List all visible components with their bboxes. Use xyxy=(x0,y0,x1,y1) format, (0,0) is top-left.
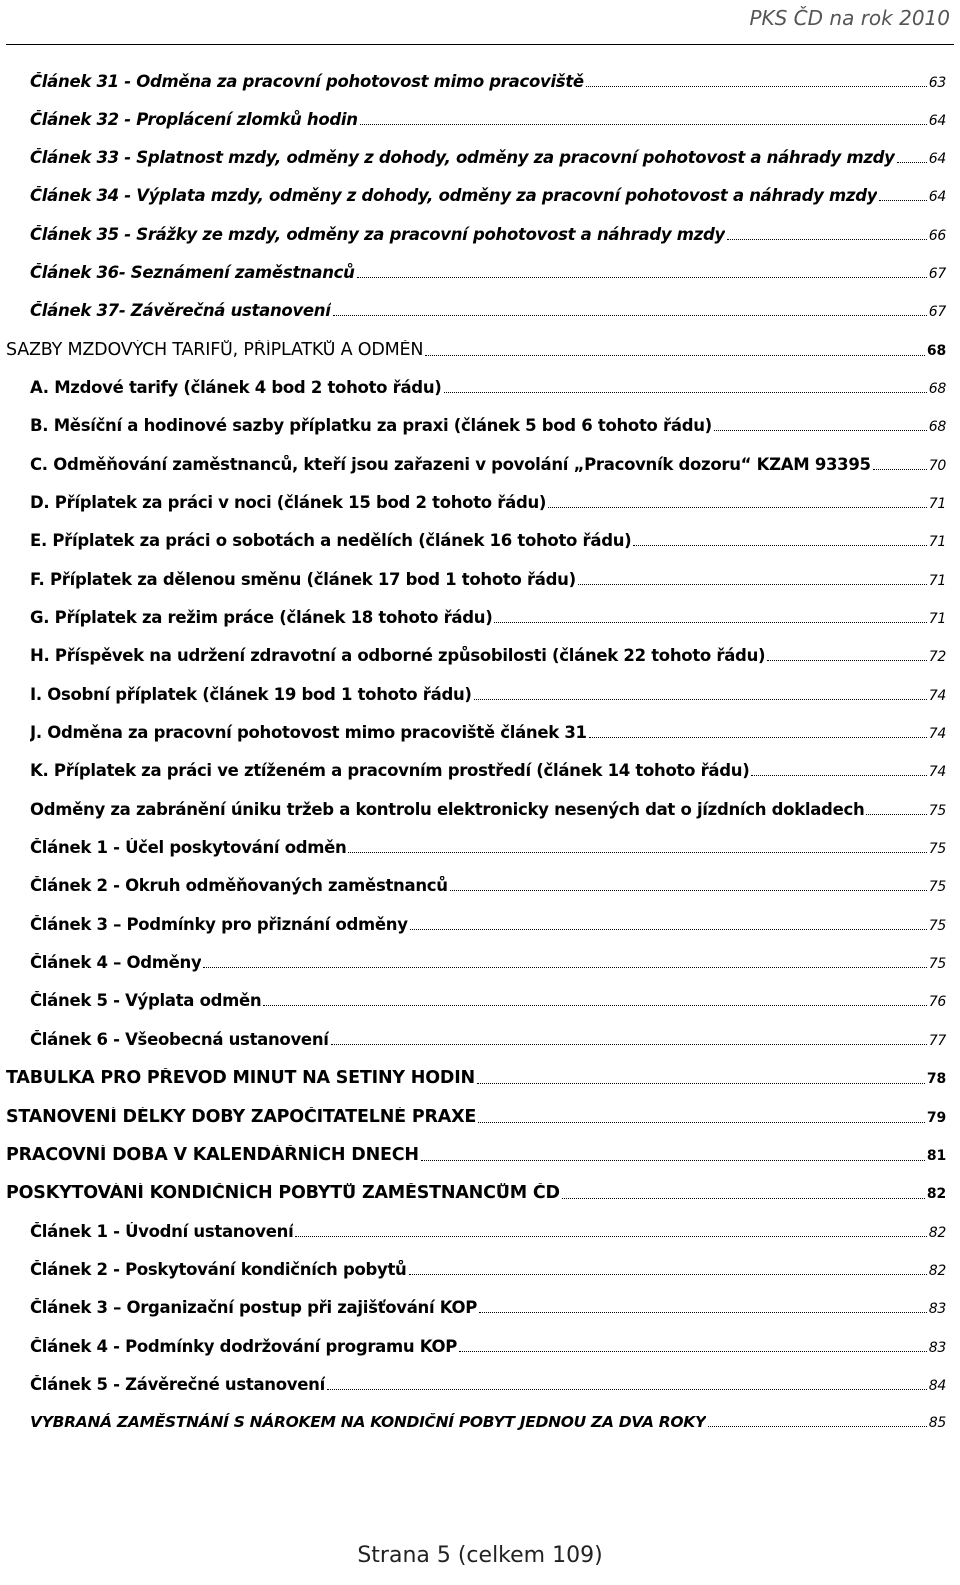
toc-entry-title: B. Měsíční a hodinové sazby příplatku za praxi (článek 5 bod 6 tohoto řádu) xyxy=(30,416,712,435)
toc-entry-page-number: 74 xyxy=(928,726,946,742)
toc-entry-page-number: 83 xyxy=(928,1301,946,1317)
toc-entry[interactable] xyxy=(30,1337,946,1357)
toc-entry-title: Článek 4 – Odměny xyxy=(30,953,202,972)
toc-entry[interactable] xyxy=(30,570,946,590)
toc-dot-leader xyxy=(708,1425,927,1427)
toc-entry[interactable] xyxy=(30,723,946,743)
toc-entry[interactable] xyxy=(30,301,946,321)
toc-entry[interactable] xyxy=(6,1183,946,1204)
toc-entry-title: POSKYTOVÁNÍ KONDIČNÍCH POBYTŮ ZAMĚSTNANCŮM ČD xyxy=(6,1183,560,1203)
toc-dot-leader xyxy=(444,391,927,393)
toc-entry-title: D. Příplatek za práci v noci (článek 15 bod 2 tohoto řádu) xyxy=(30,493,547,512)
toc-entry-page-number: 74 xyxy=(928,764,946,780)
toc-entry-title: VYBRANÁ ZAMĚSTNÁNÍ S NÁROKEM NA KONDIČNÍ POBYT JEDNOU ZA DVA ROKY xyxy=(30,1413,706,1431)
toc-dot-leader xyxy=(633,544,926,546)
toc-entry-title: C. Odměňování zaměstnanců, kteří jsou zařazeni v povolání „Pracovník dozoru“ KZAM 93395 xyxy=(30,455,871,474)
toc-entry-title: Článek 36- Seznámení zaměstnanců xyxy=(30,263,355,282)
toc-entry-title: Článek 35 - Srážky ze mzdy, odměny za pracovní pohotovost a náhrady mzdy xyxy=(30,225,725,244)
toc-entry-page-number: 68 xyxy=(928,381,946,397)
toc-dot-leader xyxy=(263,1004,926,1006)
toc-entry-title: Článek 2 - Okruh odměňovaných zaměstnanců xyxy=(30,876,448,895)
toc-entry[interactable] xyxy=(30,838,946,858)
toc-entry-title: TABULKA PRO PŘEVOD MINUT NA SETINY HODIN xyxy=(6,1068,475,1088)
toc-entry[interactable] xyxy=(6,1107,946,1128)
toc-entry-title: Článek 1 - Úvodní ustanovení xyxy=(30,1222,294,1241)
toc-entry-page-number: 84 xyxy=(928,1378,946,1394)
toc-entry[interactable] xyxy=(30,378,946,398)
toc-dot-leader xyxy=(331,1043,927,1045)
toc-entry-title: K. Příplatek za práci ve ztíženém a pracovním prostředí (článek 14 tohoto řádu) xyxy=(30,761,750,780)
toc-entry[interactable] xyxy=(30,761,946,781)
toc-entry-page-number: 64 xyxy=(928,113,946,129)
toc-dot-leader xyxy=(714,429,927,431)
toc-dot-leader xyxy=(767,659,927,661)
toc-dot-leader xyxy=(586,85,927,87)
toc-dot-leader xyxy=(873,468,927,470)
toc-entry-title: Článek 1 - Účel poskytování odměn xyxy=(30,838,347,857)
toc-dot-leader xyxy=(327,1388,927,1390)
toc-dot-leader xyxy=(578,583,927,585)
toc-entry-title: F. Příplatek za dělenou směnu (článek 17 bod 1 tohoto řádu) xyxy=(30,570,576,589)
toc-entry[interactable] xyxy=(30,915,946,935)
toc-entry-title: Článek 37- Závěrečná ustanovení xyxy=(30,301,331,320)
toc-entry[interactable] xyxy=(6,1145,946,1166)
toc-entry-title: G. Příplatek za režim práce (článek 18 tohoto řádu) xyxy=(30,608,493,627)
toc-dot-leader xyxy=(333,314,927,316)
toc-entry[interactable] xyxy=(30,416,946,436)
toc-dot-leader xyxy=(562,1197,925,1199)
toc-entry-page-number: 71 xyxy=(928,573,946,589)
toc-entry-page-number: 72 xyxy=(928,649,946,665)
toc-entry-page-number: 75 xyxy=(928,803,946,819)
toc-dot-leader xyxy=(421,1159,925,1161)
toc-entry-page-number: 75 xyxy=(928,879,946,895)
toc-entry[interactable] xyxy=(30,991,946,1011)
toc-dot-leader xyxy=(348,851,926,853)
toc-dot-leader xyxy=(589,736,927,738)
toc-dot-leader xyxy=(494,621,926,623)
toc-dot-leader xyxy=(410,928,927,930)
toc-entry[interactable] xyxy=(30,1413,946,1432)
toc-entry-title: Článek 5 - Závěrečné ustanovení xyxy=(30,1375,325,1394)
toc-entry[interactable] xyxy=(30,608,946,628)
toc-entry-title: STANOVENÍ DÉLKY DOBY ZAPOČITATELNÉ PRAXE xyxy=(6,1107,477,1127)
toc-entry-title: J. Odměna za pracovní pohotovost mimo pracoviště článek 31 xyxy=(30,723,587,742)
toc-entry-title: I. Osobní příplatek (článek 19 bod 1 tohoto řádu) xyxy=(30,685,472,704)
toc-entry[interactable] xyxy=(30,800,946,820)
toc-entry-page-number: 67 xyxy=(928,266,946,282)
toc-entry-title: Článek 33 - Splatnost mzdy, odměny z dohody, odměny za pracovní pohotovost a náhrady mzdy xyxy=(30,148,895,167)
toc-entry[interactable] xyxy=(30,876,946,896)
toc-dot-leader xyxy=(360,123,927,125)
toc-entry[interactable] xyxy=(6,1068,946,1089)
toc-dot-leader xyxy=(478,1121,925,1123)
toc-entry[interactable] xyxy=(30,1222,946,1242)
toc-entry-page-number: 82 xyxy=(926,1186,946,1202)
toc-entry-title: Článek 32 - Proplácení zlomků hodin xyxy=(30,110,358,129)
toc-entry[interactable] xyxy=(30,72,946,92)
toc-entry-page-number: 85 xyxy=(928,1415,946,1431)
page-footer: Strana 5 (celkem 109) xyxy=(357,1543,603,1568)
toc-dot-leader xyxy=(477,1082,925,1084)
toc-entry-page-number: 71 xyxy=(928,611,946,627)
toc-entry[interactable] xyxy=(30,493,946,513)
toc-entry-title: E. Příplatek za práci o sobotách a nedělích (článek 16 tohoto řádu) xyxy=(30,531,632,550)
toc-entry-page-number: 74 xyxy=(928,688,946,704)
toc-entry-page-number: 82 xyxy=(928,1225,946,1241)
toc-dot-leader xyxy=(459,1350,927,1352)
toc-entry[interactable] xyxy=(30,263,946,283)
toc-entry-title: Článek 3 – Organizační postup při zajišťování KOP xyxy=(30,1298,478,1317)
toc-entry-title: Článek 4 - Podmínky dodržování programu KOP xyxy=(30,1337,458,1356)
toc-entry-title: Článek 3 – Podmínky pro přiznání odměny xyxy=(30,915,408,934)
toc-entry-page-number: 64 xyxy=(928,151,946,167)
toc-dot-leader xyxy=(479,1311,927,1313)
toc-entry-page-number: 70 xyxy=(928,458,946,474)
toc-entry-page-number: 81 xyxy=(926,1148,946,1164)
toc-entry-page-number: 71 xyxy=(928,496,946,512)
toc-entry-page-number: 68 xyxy=(926,343,946,359)
toc-entry-title: Odměny za zabránění úniku tržeb a kontrolu elektronicky nesených dat o jízdních dokladech xyxy=(30,800,865,819)
toc-entry-page-number: 66 xyxy=(928,228,946,244)
toc-entry[interactable] xyxy=(30,531,946,551)
toc-entry[interactable] xyxy=(30,110,946,130)
toc-entry-page-number: 79 xyxy=(926,1110,946,1126)
toc-entry-title: Článek 6 - Všeobecná ustanovení xyxy=(30,1030,329,1049)
toc-entry-page-number: 75 xyxy=(928,918,946,934)
toc-entry-page-number: 67 xyxy=(928,304,946,320)
toc-dot-leader xyxy=(425,354,925,356)
toc-entry-page-number: 63 xyxy=(928,75,946,91)
toc-dot-leader xyxy=(727,238,927,240)
toc-entry[interactable] xyxy=(30,685,946,705)
toc-entry[interactable] xyxy=(30,148,946,168)
toc-entry-page-number: 75 xyxy=(928,956,946,972)
toc-entry-title: H. Příspěvek na udržení zdravotní a odborné způsobilosti (článek 22 tohoto řádu) xyxy=(30,646,766,665)
toc-dot-leader xyxy=(879,199,927,201)
toc-entry-title: Článek 5 - Výplata odměn xyxy=(30,991,262,1010)
toc-entry[interactable] xyxy=(30,225,946,245)
toc-entry-page-number: 77 xyxy=(928,1033,946,1049)
toc-dot-leader xyxy=(866,813,926,815)
toc-entry-title: PRACOVNÍ DOBA V KALENDÁŘNÍCH DNECH xyxy=(6,1145,419,1165)
toc-entry[interactable] xyxy=(30,1030,946,1050)
toc-entry-page-number: 82 xyxy=(928,1263,946,1279)
toc-dot-leader xyxy=(409,1273,927,1275)
toc-entry[interactable] xyxy=(6,340,946,361)
toc-entry-page-number: 64 xyxy=(928,189,946,205)
toc-entry[interactable] xyxy=(30,1298,946,1318)
toc-dot-leader xyxy=(897,161,927,163)
toc-entry-title: Článek 31 - Odměna za pracovní pohotovost mimo pracoviště xyxy=(30,72,584,91)
toc-entry[interactable] xyxy=(30,186,946,206)
toc-entry-page-number: 75 xyxy=(928,841,946,857)
toc-dot-leader xyxy=(295,1235,926,1237)
toc-dot-leader xyxy=(450,889,927,891)
toc-entry-page-number: 78 xyxy=(926,1071,946,1087)
toc-entry-page-number: 68 xyxy=(928,419,946,435)
toc-entry-title: Článek 2 - Poskytování kondičních pobytů xyxy=(30,1260,407,1279)
toc-dot-leader xyxy=(548,506,927,508)
toc-entry-page-number: 83 xyxy=(928,1340,946,1356)
toc-dot-leader xyxy=(203,966,926,968)
toc-entry-page-number: 71 xyxy=(928,534,946,550)
toc-entry[interactable] xyxy=(30,646,946,666)
toc-dot-leader xyxy=(357,276,927,278)
toc-entry-title: Článek 34 - Výplata mzdy, odměny z dohody, odměny za pracovní pohotovost a náhrady mzdy xyxy=(30,186,878,205)
header-rule xyxy=(6,44,954,45)
toc-entry-title: SAZBY MZDOVÝCH TARIFŮ, PŘÍPLATKŮ A ODMĚN xyxy=(6,340,424,360)
toc-entry-page-number: 76 xyxy=(928,994,946,1010)
toc-dot-leader xyxy=(751,774,926,776)
running-header: PKS ČD na rok 2010 xyxy=(749,6,950,30)
toc-entry[interactable] xyxy=(30,455,946,475)
toc-entry[interactable] xyxy=(30,953,946,973)
toc-entry[interactable] xyxy=(30,1375,946,1395)
toc-entry-title: A. Mzdové tarify (článek 4 bod 2 tohoto řádu) xyxy=(30,378,442,397)
toc-dot-leader xyxy=(474,698,927,700)
toc-entry[interactable] xyxy=(30,1260,946,1280)
